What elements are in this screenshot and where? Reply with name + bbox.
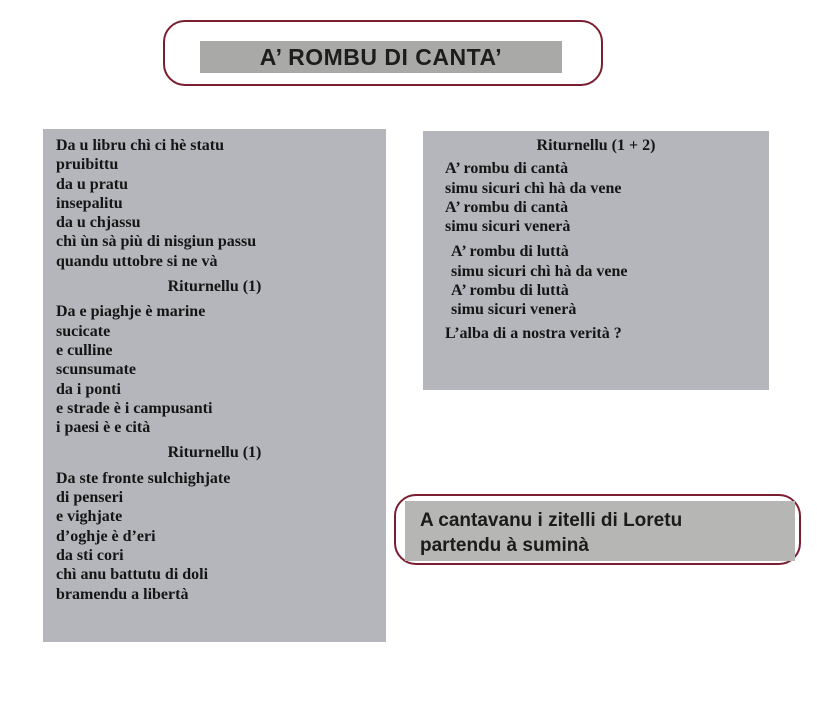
lyric-line: d’oghje è d’eri [56, 527, 156, 545]
refrain-heading: Riturnellu (1) [167, 444, 262, 462]
lyric-line: da i ponti [56, 380, 121, 398]
lyric-line: insepalitu [56, 194, 123, 212]
lyric-line: e vighjate [56, 508, 123, 526]
lyric-line: i paesi è e cità [56, 419, 151, 437]
lyric-line: scunsumate [56, 361, 137, 379]
closing-line: L’alba di a nostra verità ? [445, 324, 622, 342]
lyric-line: chì ùn sà più di nisgiun passu [56, 233, 257, 251]
lyric-line: simu sicuri venerà [451, 301, 577, 319]
lyrics-left-panel [43, 129, 386, 642]
lyric-line: A’ rombu di cantà [445, 198, 569, 216]
refrain-heading: Riturnellu (1 + 2) [536, 137, 656, 154]
lyric-line: Da e piaghje è marine [56, 303, 206, 321]
lyric-line: pruibittu [56, 156, 119, 174]
page-title: A’ ROMBU DI CANTA’ [200, 41, 562, 73]
lyric-line: A’ rombu di luttà [451, 243, 569, 261]
lyric-line: e culline [56, 341, 113, 359]
lyric-line: e strade è i campusanti [56, 399, 213, 417]
lyric-line: di penseri [56, 489, 124, 507]
lyric-line: A’ rombu di cantà [445, 160, 569, 178]
lyric-line: simu sicuri chì hà da vene [451, 262, 628, 280]
lyric-line: da sti cori [56, 546, 124, 564]
lyric-line: sucicate [56, 322, 111, 340]
lyric-line: Da ste fronte sulchighjate [56, 469, 231, 487]
lyric-line: bramendu a libertà [56, 585, 189, 603]
caption-line: partendu à suminà [420, 535, 589, 556]
lyric-line: da u pratu [56, 175, 129, 193]
lyric-line: quandu uttobre si ne và [56, 252, 218, 270]
lyric-line: simu sicuri venerà [445, 218, 571, 236]
refrain-right-panel [423, 131, 769, 390]
lyric-line: Da u libru chì ci hè statu [56, 137, 225, 154]
lyric-line: chì anu battutu di doli [56, 566, 209, 584]
refrain-heading: Riturnellu (1) [167, 278, 262, 296]
lyric-line: da u chjassu [56, 214, 141, 232]
lyric-line: A’ rombu di luttà [451, 282, 569, 300]
caption-line: A cantavanu i zitelli di Loretu [420, 510, 683, 531]
caption [405, 501, 795, 561]
lyric-line: simu sicuri chì hà da vene [445, 179, 622, 197]
